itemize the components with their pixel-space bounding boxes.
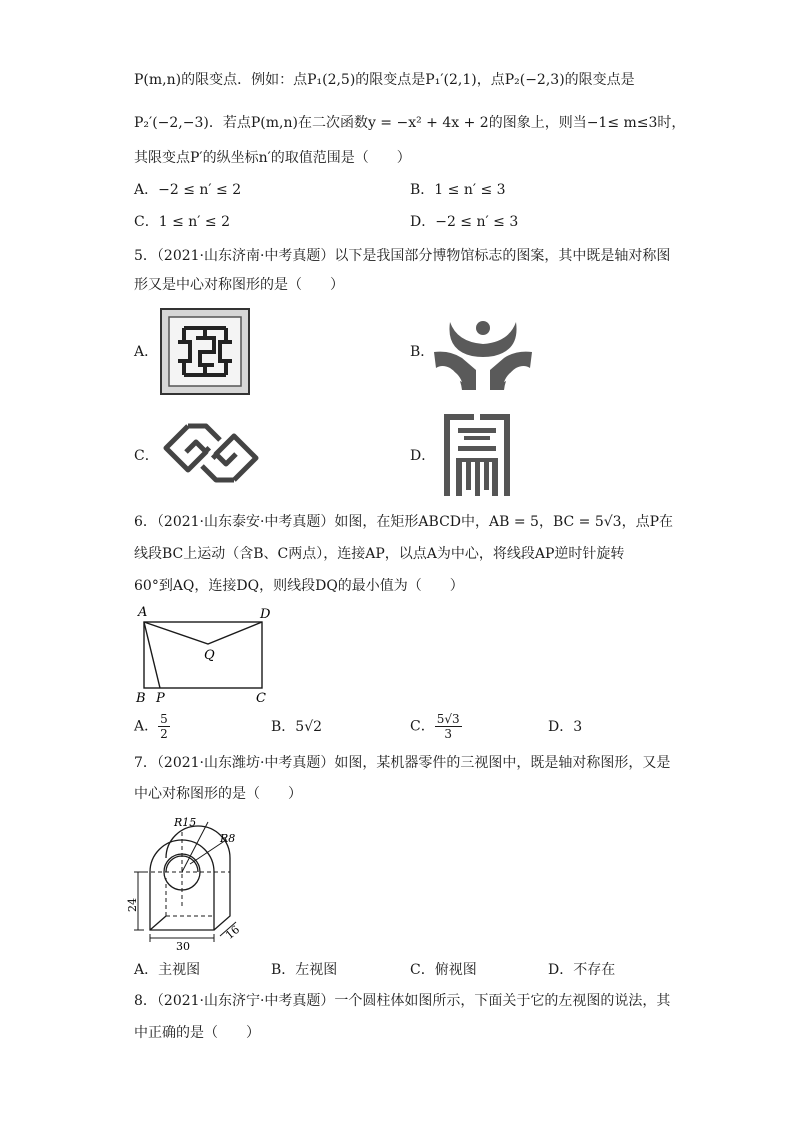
q4-option-b[interactable]: B．1 ≤ n′ ≤ 3 xyxy=(410,182,506,198)
q8-text-line1: 8．（2021·山东济宁·中考真题）一个圆柱体如图所示，下面关于它的左视图的说法，其 xyxy=(134,993,671,1009)
q4-option-a[interactable]: A．−2 ≤ n′ ≤ 2 xyxy=(134,182,242,198)
q6-label-c: C xyxy=(256,691,266,706)
q6-option-c-fraction xyxy=(435,712,462,741)
q5-option-d-logo[interactable] xyxy=(434,410,520,500)
q7-option-b[interactable]: B．左视图 xyxy=(271,962,338,978)
q6-option-a-numerator: 5 xyxy=(160,712,168,726)
q6-text-line2: 线段BC上运动（含B、C两点），连接AP，以点A为中心，将线段AP逆时针旋转 xyxy=(134,546,625,562)
q6-label-q: Q xyxy=(204,648,215,663)
q5-option-c-logo[interactable] xyxy=(158,418,264,488)
q7-label-r8: R8 xyxy=(220,832,236,845)
q7-option-d[interactable]: D．不存在 xyxy=(548,962,616,978)
q6-option-c-label: C． xyxy=(410,718,435,735)
q5-text-line1: 5．（2021·山东济南·中考真题）以下是我国部分博物馆标志的图案，其中既是轴对称图 xyxy=(134,248,671,264)
q5-option-d-label[interactable]: D． xyxy=(410,448,436,464)
q8-text-line2: 中正确的是（ ） xyxy=(134,1025,260,1041)
q6-option-a-label: A． xyxy=(134,718,159,735)
q6-option-a[interactable] xyxy=(134,712,170,741)
q6-option-b[interactable]: B．5√2 xyxy=(271,719,323,735)
q6-rectangle-figure xyxy=(130,602,280,706)
q4-option-d[interactable]: D．−2 ≤ n′ ≤ 3 xyxy=(410,214,519,230)
q6-option-c[interactable] xyxy=(410,712,462,741)
q4-text-line2: P₂′(−2,−3)．若点P(m,n)在二次函数y = −x² + 4x + 2的图象上，则当−1≤ m≤3时， xyxy=(134,115,686,131)
q6-option-d[interactable]: D．3 xyxy=(548,719,583,735)
q4-text-line3: 其限变点P′的纵坐标n′的取值范围是（ ） xyxy=(134,150,411,166)
q5-option-a-logo[interactable] xyxy=(160,308,250,395)
q7-label-r15: R15 xyxy=(174,816,197,829)
q4-text-line1: P(m,n)的限变点．例如：点P₁(2,5)的限变点是P₁′(2,1)，点P₂(−2,3)的限变点是 xyxy=(134,72,635,88)
q6-label-a: A xyxy=(138,605,148,620)
q7-label-30: 30 xyxy=(176,940,190,953)
q6-label-p: P xyxy=(156,691,165,706)
q5-option-b-label[interactable]: B． xyxy=(410,344,435,360)
q5-option-b-logo[interactable] xyxy=(432,312,534,392)
q6-label-d: D xyxy=(260,607,271,622)
q7-text-line2: 中心对称图形的是（ ） xyxy=(134,786,302,802)
q7-option-c[interactable]: C．俯视图 xyxy=(410,962,477,978)
q7-machine-part-figure xyxy=(126,812,250,953)
q5-option-a-label[interactable]: A． xyxy=(134,344,159,360)
q6-text-line3: 60°到AQ，连接DQ，则线段DQ的最小值为（ ） xyxy=(134,578,464,594)
q4-option-c[interactable]: C．1 ≤ n′ ≤ 2 xyxy=(134,214,230,230)
q7-label-16: 16 xyxy=(223,922,243,942)
q7-option-a[interactable]: A．主视图 xyxy=(134,962,201,978)
q6-option-a-fraction xyxy=(158,712,170,741)
q6-option-c-denominator: 3 xyxy=(444,727,452,741)
q6-label-b: B xyxy=(136,691,146,706)
q7-label-24: 24 xyxy=(126,898,139,912)
q6-option-c-numerator: 5√3 xyxy=(436,712,460,726)
q5-text-line2: 形又是中心对称图形的是（ ） xyxy=(134,277,344,293)
q5-option-c-label[interactable]: C． xyxy=(134,448,159,464)
q7-text-line1: 7．（2021·山东潍坊·中考真题）如图，某机器零件的三视图中，既是轴对称图形，又是 xyxy=(134,755,671,771)
q6-text-line1: 6．（2021·山东泰安·中考真题）如图，在矩形ABCD中，AB = 5，BC = 5√3，点P在 xyxy=(134,514,674,530)
q6-option-a-denominator: 2 xyxy=(160,727,168,741)
